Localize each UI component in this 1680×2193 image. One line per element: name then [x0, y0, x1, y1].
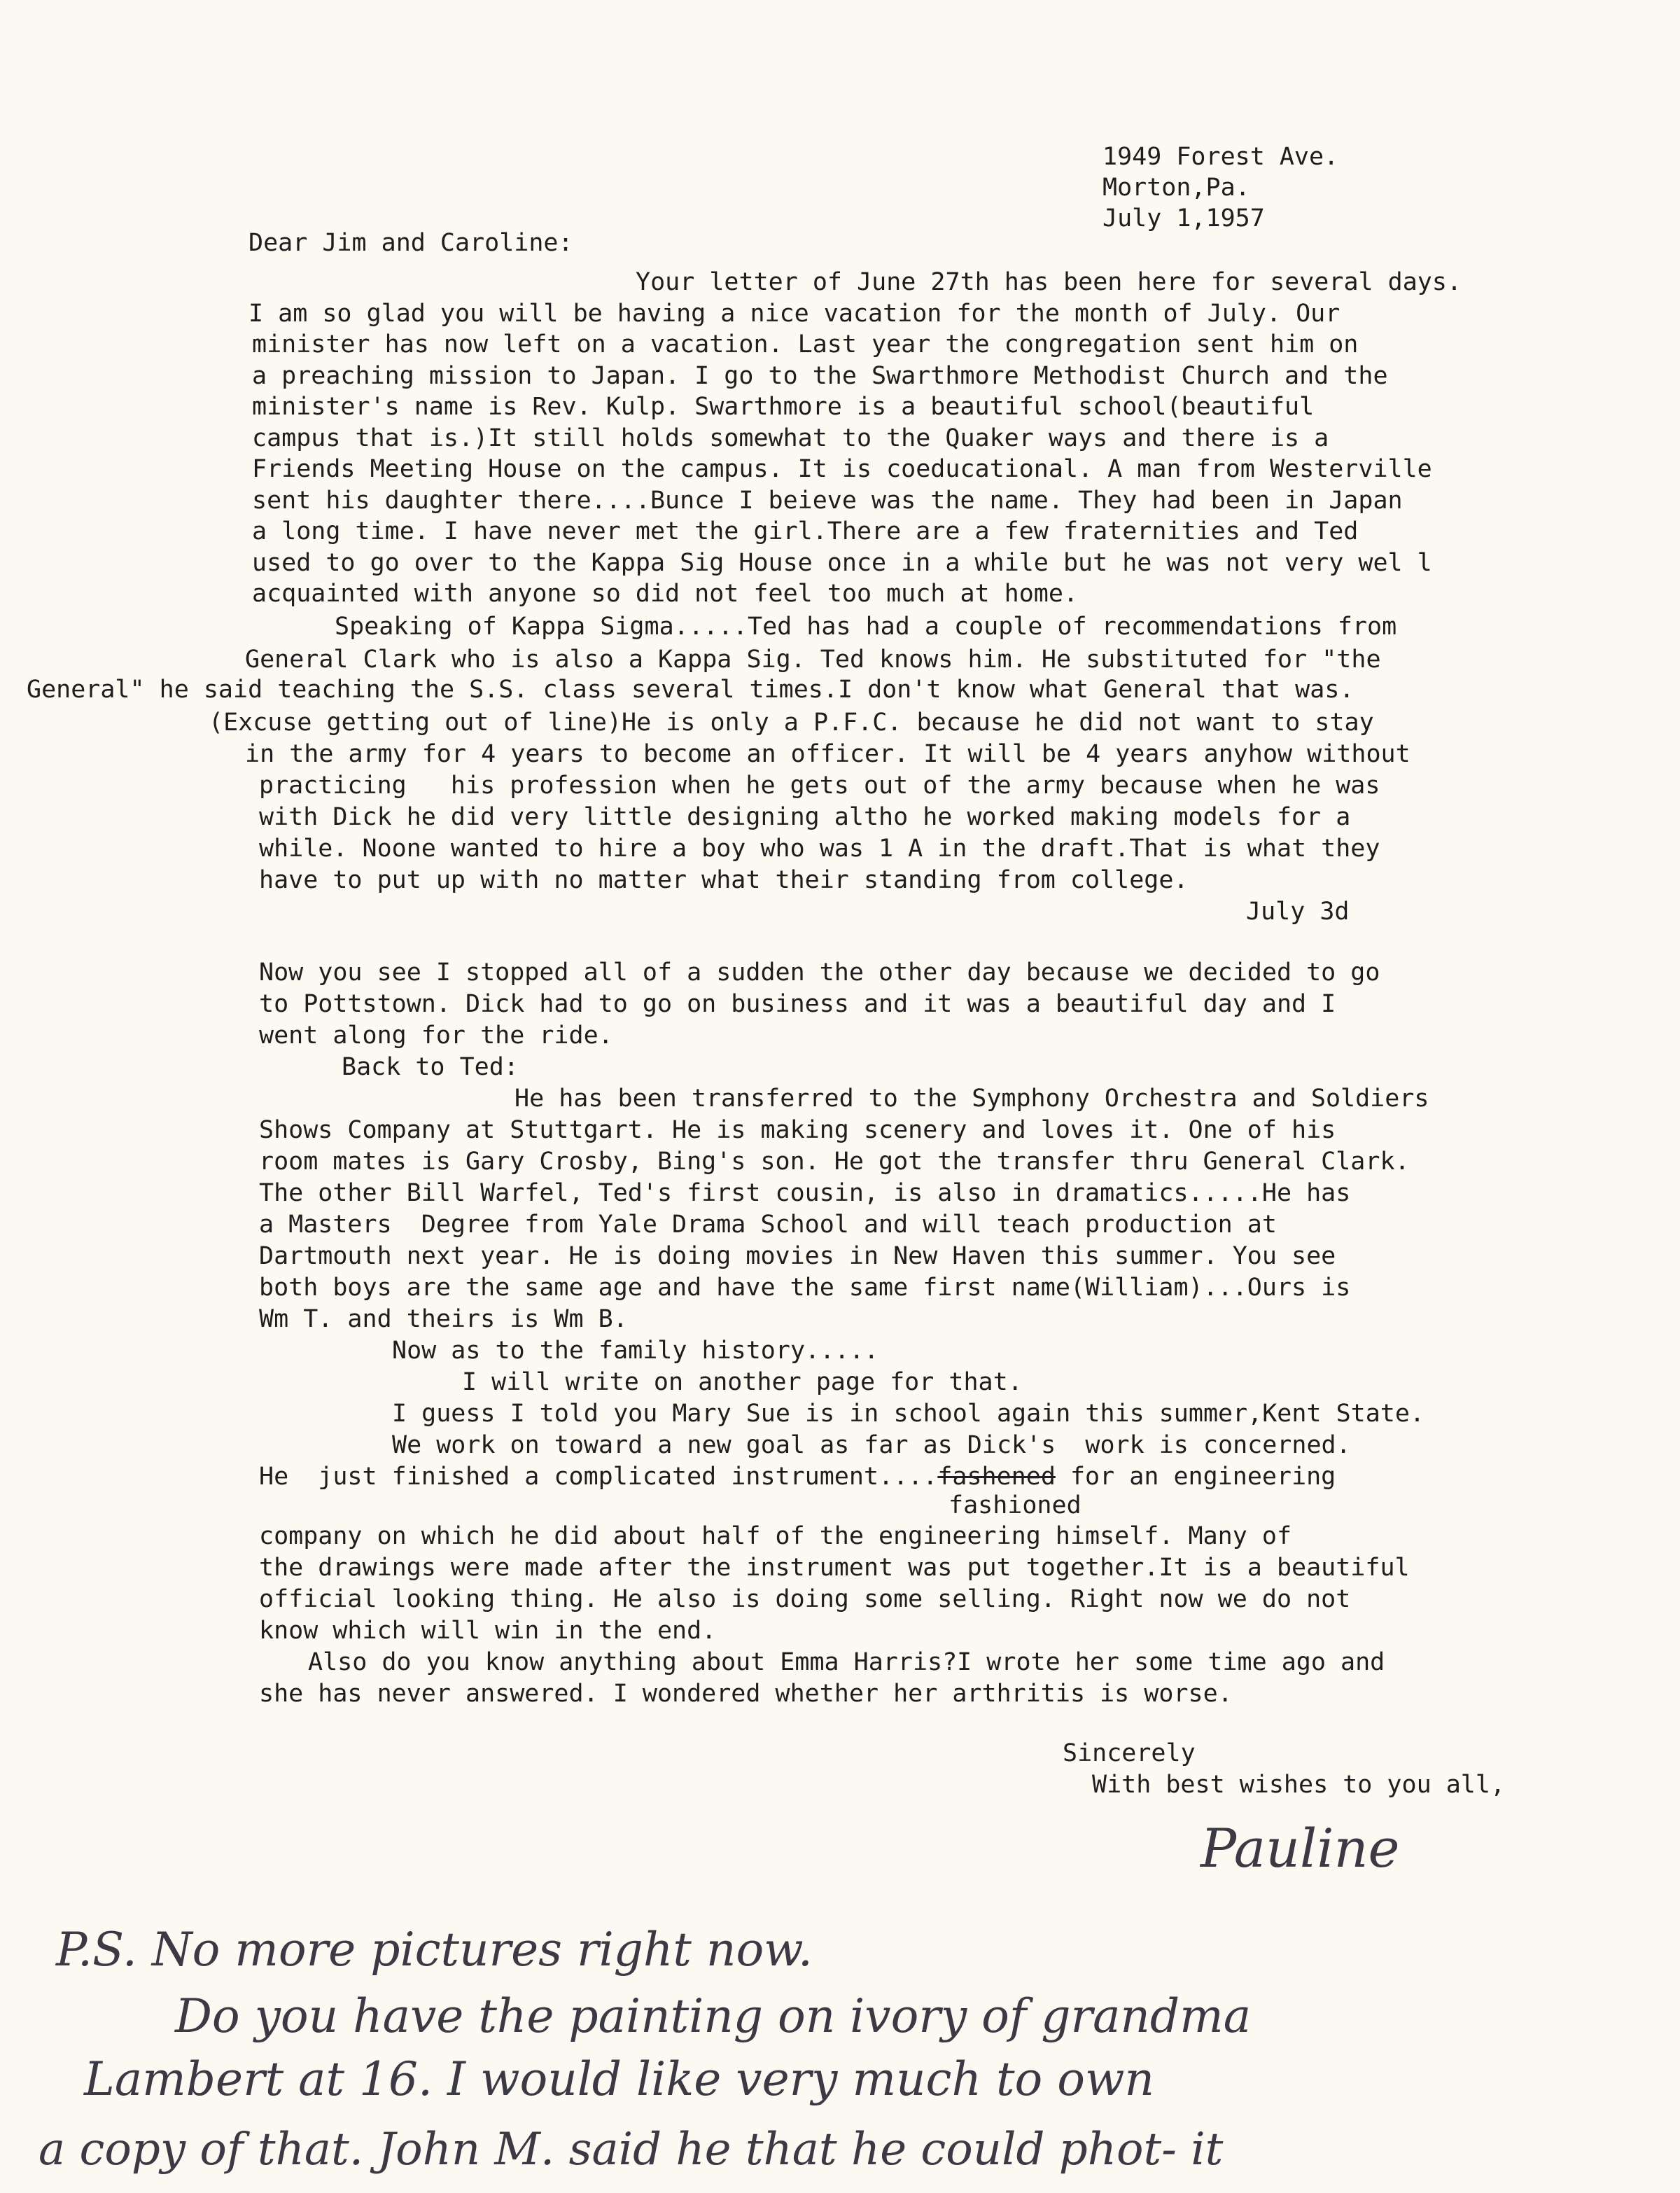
body-line: both boys are the same age and have the same first name(William)...Ours is — [259, 1274, 1351, 1302]
body-line: Your letter of June 27th has been here for several days. — [636, 268, 1462, 296]
body-line: know which will win in the end. — [259, 1617, 717, 1645]
postscript-line: Do you have the painting on ivory of grandma — [175, 1989, 1252, 2043]
body-line: Now you see I stopped all of a sudden the other day because we decided to go — [259, 959, 1380, 987]
body-line: Dartmouth next year. He is doing movies in New Haven this summer. You see — [259, 1242, 1336, 1270]
salutation: Dear Jim and Caroline: — [248, 229, 573, 257]
address-line: Morton,Pa. — [1102, 174, 1250, 202]
body-line: practicing his profession when he gets out of the army because when he was — [259, 772, 1380, 800]
body-line: used to go over to the Kappa Sig House once in a while but he was not very wel l — [252, 549, 1432, 577]
body-line: she has never answered. I wondered whether her arthritis is worse. — [259, 1680, 1233, 1708]
body-line: official looking thing. He also is doing some selling. Right now we do not — [259, 1585, 1351, 1613]
body-line: He has been transferred to the Symphony Orchestra and Soldiers — [514, 1085, 1429, 1113]
body-line: General Clark who is also a Kappa Sig. Ted knows him. He substituted for "the — [245, 646, 1381, 674]
address-line: 1949 Forest Ave. — [1102, 143, 1339, 171]
body-line-start: He just finished a complicated instrument.... — [259, 1463, 938, 1491]
body-line: minister has now left on a vacation. Last year the congregation sent him on — [252, 330, 1359, 358]
body-line: We work on toward a new goal as far as Dick's work is concerned. — [392, 1431, 1351, 1459]
body-line: went along for the ride. — [259, 1022, 613, 1050]
body-line — [259, 1461, 1336, 1492]
body-line: Back to Ted: — [342, 1053, 519, 1081]
closing-line: With best wishes to you all, — [1092, 1771, 1506, 1799]
body-line: General" he said teaching the S.S. class several times.I don't know what General that was. — [27, 676, 1354, 704]
postscript-line: P.S. No more pictures right now. — [56, 1923, 813, 1977]
postscript-line: Lambert at 16. I would like very much to own — [84, 2052, 1154, 2106]
body-line: in the army for 4 years to become an officer. It will be 4 years anyhow without — [245, 740, 1410, 768]
body-line: Speaking of Kappa Sigma.....Ted has had a couple of recommendations from — [335, 613, 1397, 641]
body-line: the drawings were made after the instrument was put together.It is a beautiful — [259, 1554, 1410, 1582]
body-line: room mates is Gary Crosby, Bing's son. He got the transfer thru General Clark. — [259, 1148, 1410, 1176]
body-line: Friends Meeting House on the campus. It is coeducational. A man from Westerville — [252, 455, 1432, 483]
body-line: Now as to the family history..... — [392, 1337, 879, 1365]
body-line: I am so glad you will be having a nice vacation for the month of July. Our — [248, 300, 1340, 328]
body-line: have to put up with no matter what their standing from college. — [259, 866, 1189, 894]
body-line: Wm T. and theirs is Wm B. — [259, 1305, 628, 1333]
body-line: acquainted with anyone so did not feel too much at home. — [252, 580, 1079, 608]
body-line: I guess I told you Mary Sue is in school again this summer,Kent State. — [392, 1400, 1425, 1428]
body-line: to Pottstown. Dick had to go on business and it was a beautiful day and I — [259, 990, 1336, 1018]
correction-word: fashioned — [948, 1491, 1082, 1519]
struck-word: fashened — [937, 1463, 1056, 1491]
body-line: a preaching mission to Japan. I go to the Swarthmore Methodist Church and the — [252, 362, 1388, 390]
body-line: (Excuse getting out of line)He is only a P.F.C. because he did not want to stay — [209, 709, 1374, 737]
body-line: campus that is.)It still holds somewhat to the Quaker ways and there is a — [252, 424, 1329, 452]
body-line: company on which he did about half of the engineering himself. Many of — [259, 1522, 1292, 1550]
body-line-end: for an engineering — [1055, 1463, 1336, 1491]
body-line: a long time. I have never met the girl.There are a few fraternities and Ted — [252, 517, 1359, 545]
letter-date: July 1,1957 — [1102, 204, 1265, 232]
closing-line: Sincerely — [1063, 1739, 1196, 1767]
body-line: sent his daughter there....Bunce I beieve was the name. They had been in Japan — [252, 487, 1403, 515]
postscript-line: a copy of that. John M. said he that he could phot- it — [38, 2124, 1224, 2175]
body-line: while. Noone wanted to hire a boy who was 1 A in the draft.That is what they — [259, 835, 1380, 863]
body-line: Also do you know anything about Emma Harris?I wrote her some time ago and — [308, 1648, 1385, 1676]
body-line: I will write on another page for that. — [462, 1368, 1023, 1396]
body-line: Shows Company at Stuttgart. He is making scenery and loves it. One of his — [259, 1116, 1336, 1144]
second-date: July 3d — [1246, 898, 1350, 926]
body-line: a Masters Degree from Yale Drama School and will teach production at — [259, 1211, 1277, 1239]
body-line: The other Bill Warfel, Ted's first cousin, is also in dramatics.....He has — [259, 1179, 1351, 1207]
body-line: minister's name is Rev. Kulp. Swarthmore is a beautiful school(beautiful — [252, 393, 1315, 421]
signature: Pauline — [1200, 1817, 1400, 1879]
body-line: with Dick he did very little designing altho he worked making models for a — [259, 803, 1351, 831]
